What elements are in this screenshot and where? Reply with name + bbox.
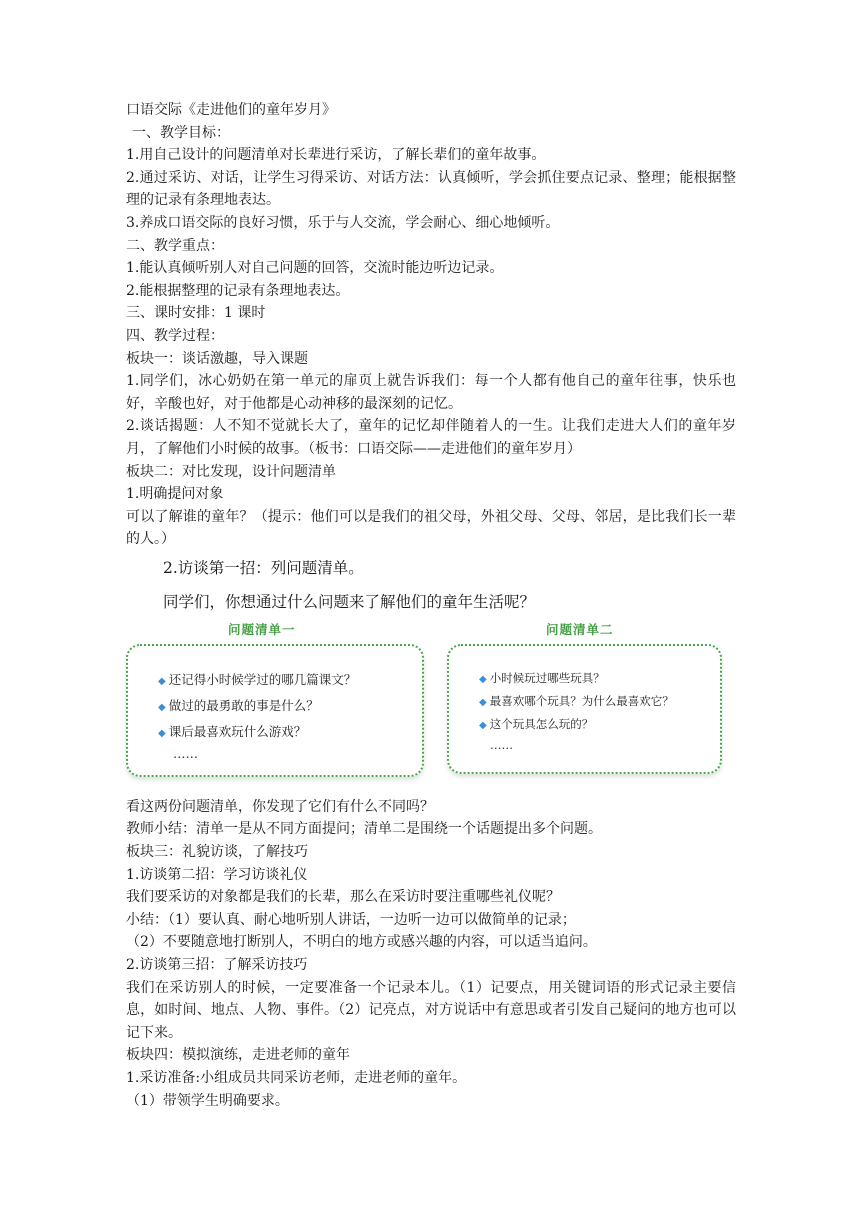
block-4-paragraph-2: （1）带领学生明确要求。	[126, 1092, 289, 1109]
block-1-paragraph-2: 2.谈话揭题：人不知不觉就长大了，童年的记忆却伴随着人的一生。让我们走进大人们的童年岁月，了解他们小时候的故事。（板书：口语交际——走进他们的童年岁月）	[126, 418, 736, 457]
diamond-icon: ◆	[158, 701, 166, 713]
diamond-icon: ◆	[158, 675, 166, 687]
list-item-ellipsis: ……	[173, 745, 198, 761]
block-4-heading: 板块四：模拟演练，走进老师的童年	[126, 1047, 350, 1064]
block-3-paragraph-1: 1.访谈第二招：学习访谈礼仪	[126, 866, 308, 883]
diamond-icon: ◆	[158, 727, 166, 739]
list-2-title: 问题清单二	[546, 621, 614, 637]
question-list-2	[447, 644, 722, 774]
block-3-paragraph-4: （2）不要随意地打断别人，不明白的地方或感兴趣的内容，可以适当追问。	[126, 934, 597, 951]
goal-3: 3.养成口语交际的良好习惯，乐于与人交流，学会耐心、细心地倾听。	[126, 214, 560, 231]
list-item: ◆ 这个玩具怎么玩的？	[479, 716, 594, 731]
after-lists-question: 看这两份问题清单，你发现了它们有什么不同吗？	[126, 798, 434, 815]
key-points-heading: 二、教学重点：	[126, 237, 224, 254]
diamond-icon: ◆	[479, 696, 487, 708]
block-2-question: 同学们，你想通过什么问题来了解他们的童年生活呢？	[163, 592, 536, 611]
process-heading: 四、教学过程：	[126, 327, 224, 344]
question-lists-figure	[126, 620, 736, 792]
key-point-2: 2.能根据整理的记录有条理地表达。	[126, 282, 350, 299]
key-point-1: 1.能认真倾听别人对自己问题的回答，交流时能边听边记录。	[126, 260, 504, 277]
list-item: ◆ 做过的最勇敢的事是什么？	[158, 697, 319, 713]
block-4-paragraph-1: 1.采访准备:小组成员共同采访老师，走进老师的童年。	[126, 1070, 467, 1086]
list-item: ◆ 最喜欢哪个玩具？为什么最喜欢它？	[479, 693, 674, 708]
block-1-heading: 板块一：谈话激趣，导入课题	[126, 350, 308, 367]
list-item: ◆ 还记得小时候学过的哪几篇课文？	[158, 671, 357, 687]
block-2-paragraph-1: 1.明确提问对象	[126, 486, 224, 503]
block-3-paragraph-2: 我们要采访的对象都是我们的长辈，那么在采访时要注重哪些礼仪呢？	[126, 889, 560, 906]
diamond-icon: ◆	[479, 673, 487, 685]
block-3-paragraph-3: 小结：（1）要认真、耐心地听别人讲话，一边听一边可以做简单的记录；	[126, 911, 576, 928]
list-item: ◆ 课后最喜欢玩什么游戏？	[158, 723, 307, 739]
list-item-ellipsis: ……	[490, 737, 513, 752]
block-3-heading: 板块三：礼貌访谈，了解技巧	[126, 844, 308, 861]
goals-heading: 一、教学目标：	[132, 124, 230, 141]
block-3-paragraph-5: 2.访谈第三招：了解采访技巧	[126, 957, 308, 974]
block-2-step-heading: 2.访谈第一招：列问题清单。	[163, 558, 364, 577]
document-body	[126, 99, 736, 1112]
block-2-heading: 板块二：对比发现，设计问题清单	[126, 463, 336, 480]
class-time: 三、课时安排：1 课时	[126, 305, 266, 322]
question-list-1	[126, 644, 424, 777]
diamond-icon: ◆	[479, 719, 487, 731]
block-2-paragraph-2: 可以了解谁的童年？（提示：他们可以是我们的祖父母，外祖父母、父母、邻居，是比我们长一辈的人。）	[126, 508, 736, 548]
goal-1: 1.用自己设计的问题清单对长辈进行采访，了解长辈们的童年故事。	[126, 147, 546, 164]
block-1-paragraph-1: 1.同学们，冰心奶奶在第一单元的扉页上就告诉我们：每一个人都有他自己的童年往事，快乐也好，辛酸也好，对于他都是心动神移的最深刻的记忆。	[126, 373, 736, 412]
teacher-summary: 教师小结：清单一是从不同方面提问；清单二是围绕一个话题提出多个问题。	[126, 821, 602, 838]
goal-2: 2.通过采访、对话，让学生习得采访、对话方法：认真倾听，学会抓住要点记录、整理；能根据整理的记录有条理地表达。	[126, 169, 736, 209]
list-1-title: 问题清单一	[228, 621, 296, 637]
document-title: 口语交际《走进他们的童年岁月》	[126, 102, 336, 118]
block-3-paragraph-6: 我们在采访别人的时候，一定要准备一个记录本儿。（1）记要点，用关键词语的形式记录主要信息，如时间、地点、人物、事件。（2）记亮点，对方说话中有意思或者引发自己疑问的地方也可以记下来。	[126, 979, 736, 1041]
list-item: ◆ 小时候玩过哪些玩具？	[479, 670, 605, 685]
